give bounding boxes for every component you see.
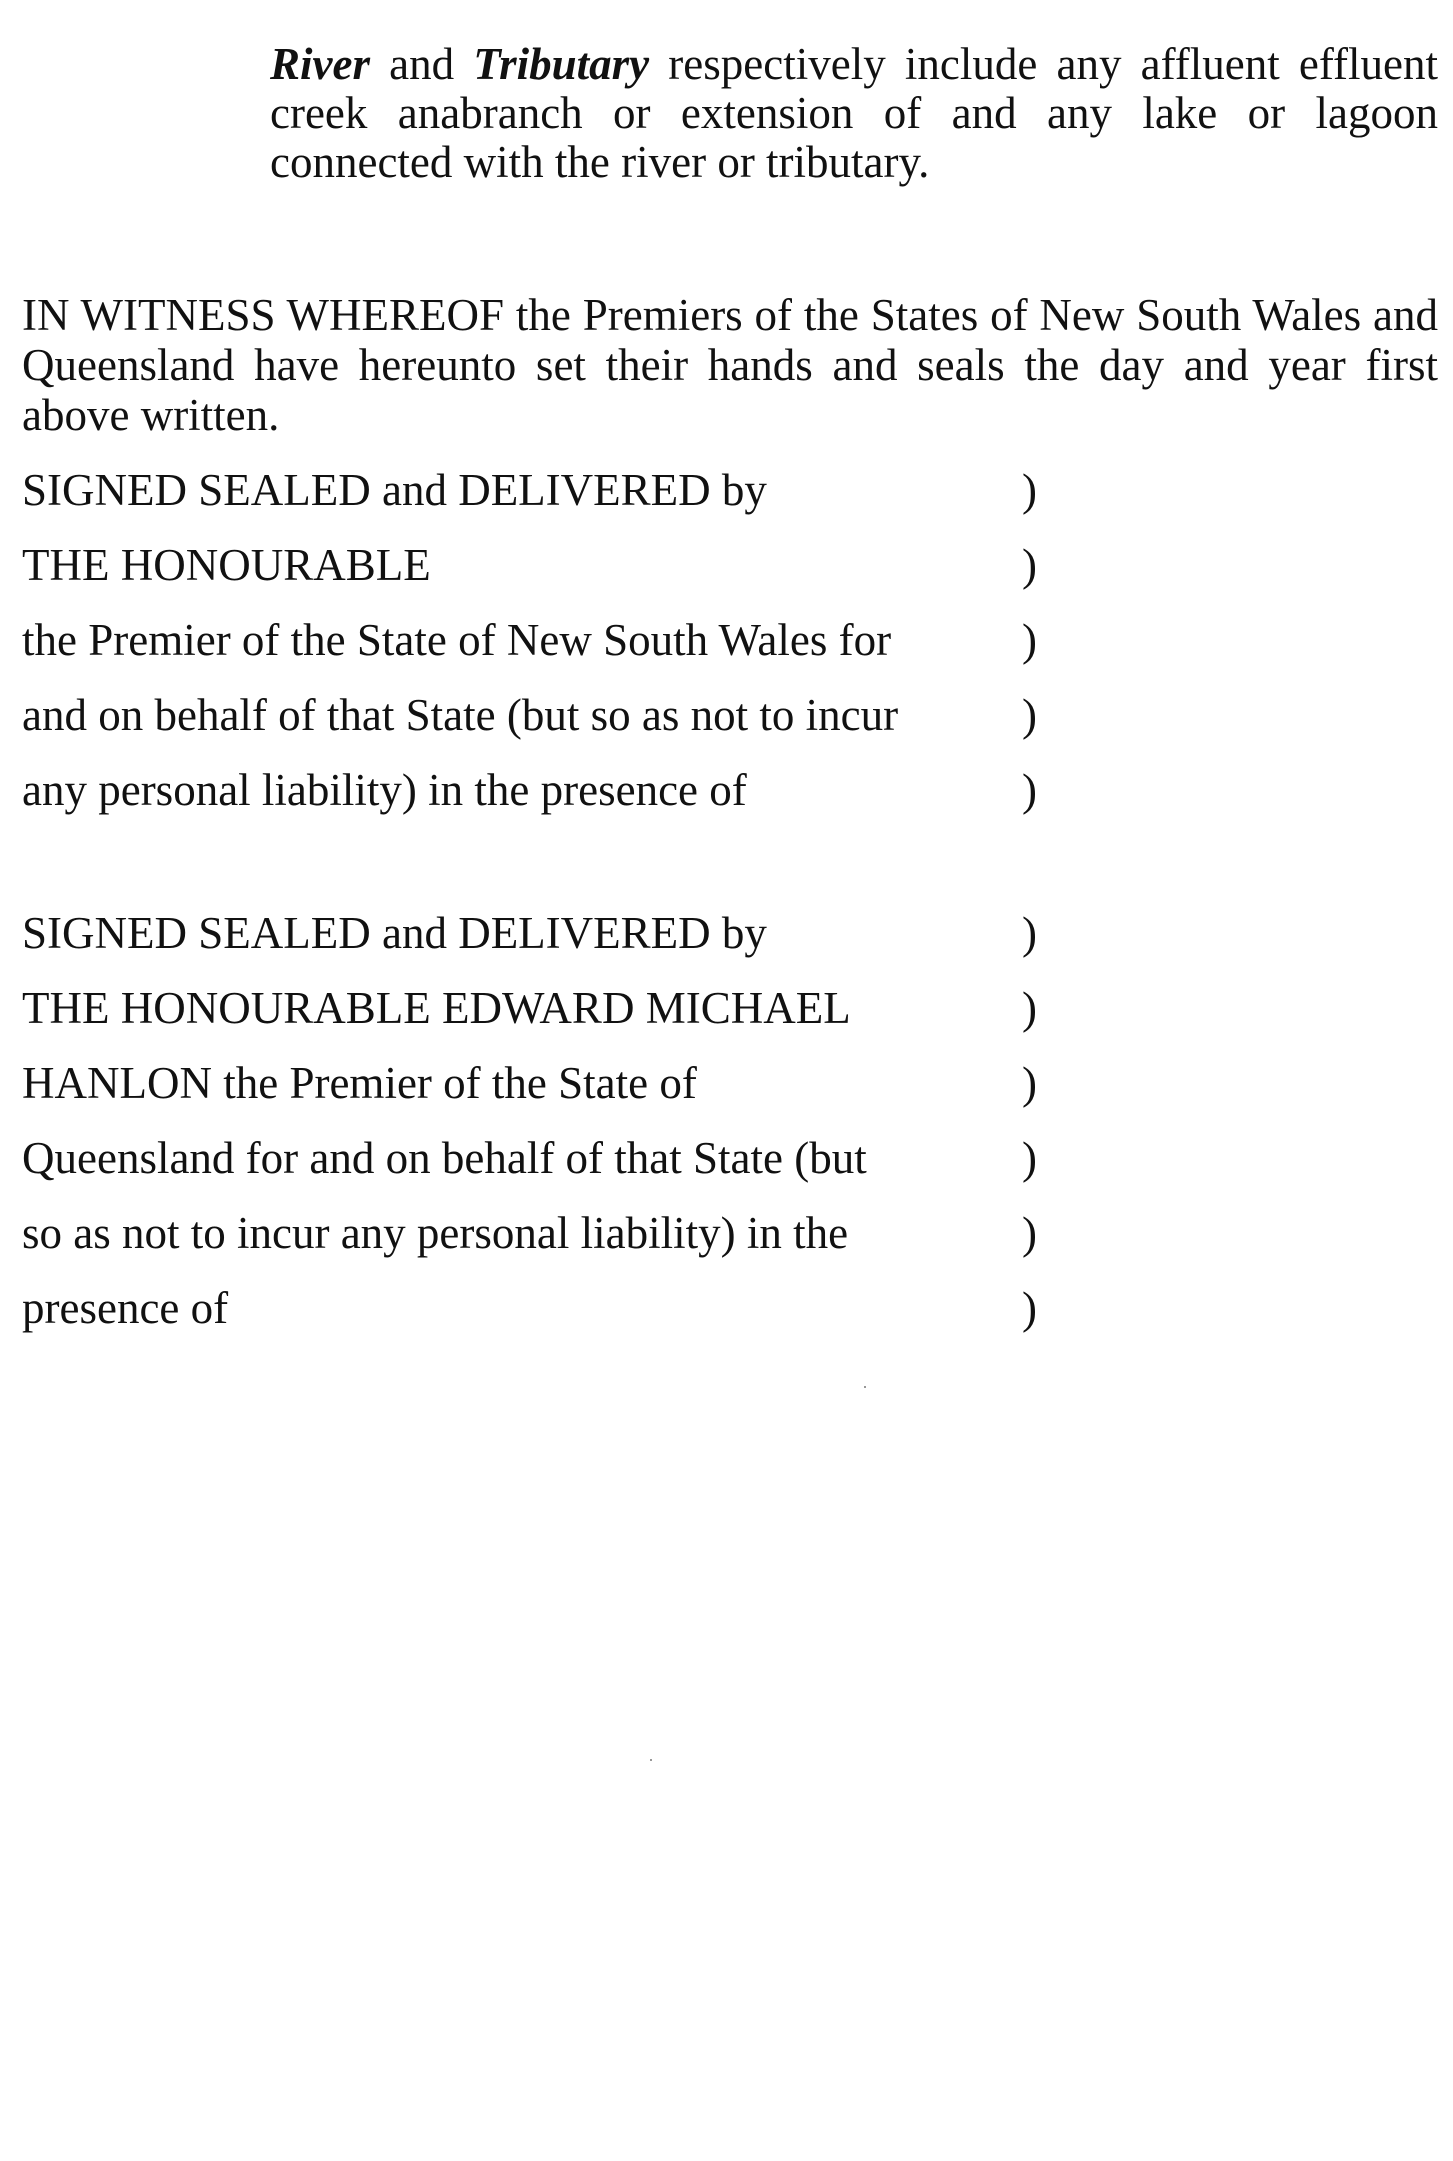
definition-paragraph <box>270 40 1438 187</box>
bracket-mark: ) <box>1022 765 1037 815</box>
signature-block-queensland <box>22 908 1122 1358</box>
signature-block-nsw <box>22 465 1122 840</box>
signature-line <box>22 765 1122 840</box>
signature-line-text: SIGNED SEALED and DELIVERED by <box>22 465 767 515</box>
signature-line-text: THE HONOURABLE <box>22 540 431 590</box>
signature-line-text: and on behalf of that State (but so as not to incur <box>22 690 899 740</box>
signature-line <box>22 983 1122 1058</box>
definition-text: respectively include any affluent effluent creek anabranch or extension of and any lake or lagoon connected with the river or tributary. <box>270 39 1438 187</box>
bracket-mark: ) <box>1022 540 1037 590</box>
signature-line <box>22 615 1122 690</box>
bracket-mark: ) <box>1022 615 1037 665</box>
signature-line <box>22 1208 1122 1283</box>
bracket-mark: ) <box>1022 983 1037 1033</box>
signature-line <box>22 540 1122 615</box>
signature-line-text: HANLON the Premier of the State of <box>22 1058 697 1108</box>
signature-line-text: any personal liability) in the presence of <box>22 765 747 815</box>
definition-term-river: River <box>270 39 370 89</box>
definition-term-tributary: Tributary <box>473 39 650 89</box>
bracket-mark: ) <box>1022 1283 1037 1333</box>
signature-line <box>22 908 1122 983</box>
signature-line-text: Queensland for and on behalf of that State (but <box>22 1133 867 1183</box>
bracket-mark: ) <box>1022 908 1037 958</box>
bracket-mark: ) <box>1022 1208 1037 1258</box>
signature-line-text: presence of <box>22 1283 229 1333</box>
signature-line <box>22 1283 1122 1358</box>
bracket-mark: ) <box>1022 690 1037 740</box>
signature-line <box>22 465 1122 540</box>
signature-line <box>22 690 1122 765</box>
witness-clause: IN WITNESS WHEREOF the Premiers of the States of New South Wales and Queensland have hereunto set their hands and seals the day and year first above written. <box>22 290 1438 440</box>
signature-line-text: so as not to incur any personal liability) in the <box>22 1208 849 1258</box>
signature-line-text: THE HONOURABLE EDWARD MICHAEL <box>22 983 851 1033</box>
bracket-mark: ) <box>1022 1058 1037 1108</box>
bracket-mark: ) <box>1022 1133 1037 1183</box>
definition-connector: and <box>369 39 474 89</box>
scan-speck <box>864 1386 866 1388</box>
signature-line <box>22 1133 1122 1208</box>
signature-line <box>22 1058 1122 1133</box>
bracket-mark: ) <box>1022 465 1037 515</box>
signature-line-text: the Premier of the State of New South Wales for <box>22 615 892 665</box>
signature-line-text: SIGNED SEALED and DELIVERED by <box>22 908 767 958</box>
scan-speck <box>650 1759 652 1761</box>
